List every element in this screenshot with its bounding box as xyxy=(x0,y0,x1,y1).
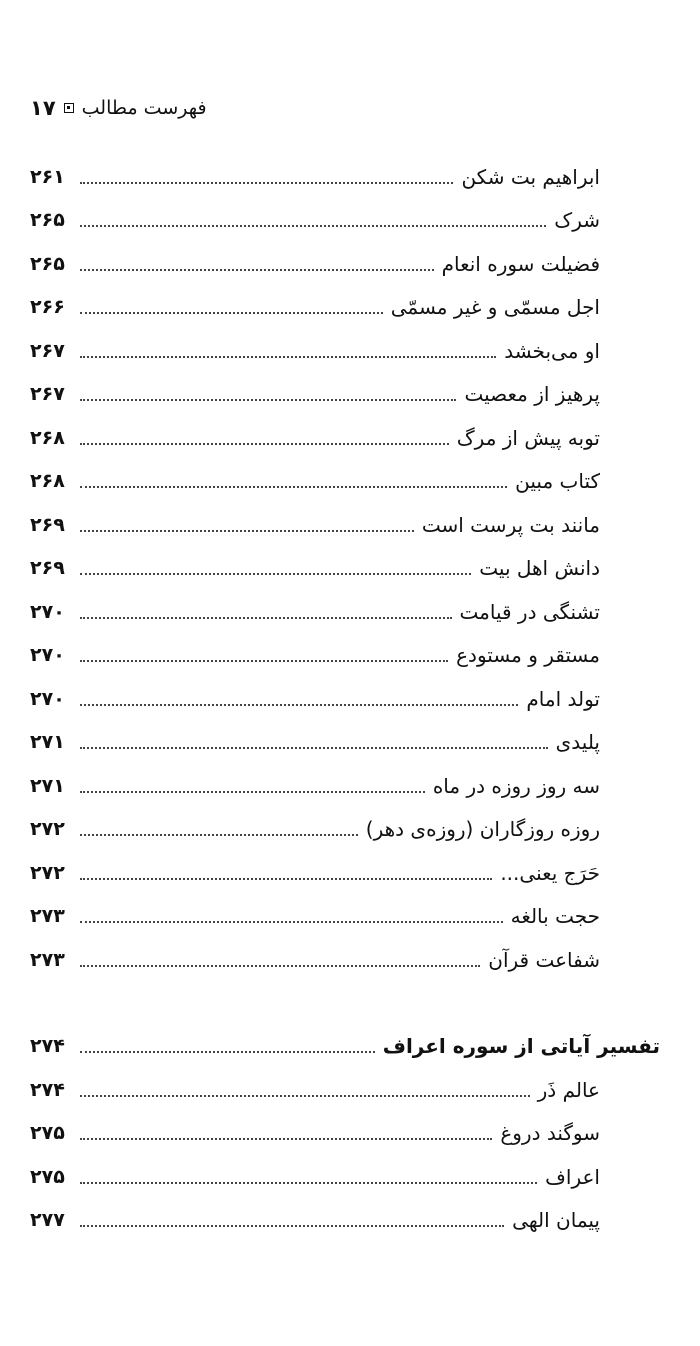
toc-entry-page: ۲۶۵ xyxy=(30,252,65,275)
toc-entry-page: ۲۶۵ xyxy=(30,209,65,232)
toc-entry-page: ۲۷۱ xyxy=(30,774,65,797)
toc-entry-page: ۲۷۷ xyxy=(30,1209,65,1232)
toc-entry[interactable] xyxy=(30,721,600,765)
toc-entry-title: مانند بت پرست است xyxy=(421,512,600,537)
toc-entry[interactable] xyxy=(30,590,600,634)
toc-entry[interactable] xyxy=(30,851,600,895)
dot-leader xyxy=(80,791,425,793)
toc-entry[interactable] xyxy=(30,938,600,982)
toc-entry-page: ۲۶۹ xyxy=(30,557,65,580)
dot-leader xyxy=(80,356,496,358)
toc-entry-title: عالم ذَر xyxy=(537,1077,600,1102)
toc-section-row[interactable] xyxy=(30,1025,660,1069)
dot-leader xyxy=(80,704,518,706)
toc-entry-title: توبه پیش از مرگ xyxy=(456,425,600,450)
dot-leader xyxy=(80,225,546,227)
square-bullet-icon xyxy=(64,103,74,113)
toc-entry-title: سوگند دروغ xyxy=(500,1121,600,1146)
toc-entry-title: شفاعت قرآن xyxy=(488,947,600,972)
toc-entry[interactable] xyxy=(30,329,600,373)
toc-entry-title: اعراف xyxy=(545,1164,600,1189)
dot-leader xyxy=(80,486,507,488)
dot-leader xyxy=(80,747,548,749)
toc-entry-title: تشنگی در قیامت xyxy=(459,599,600,624)
toc-entry-title: او می‌بخشد xyxy=(504,338,600,363)
toc-entry-title: ابراهیم بت شکن xyxy=(461,164,600,189)
toc-entry-page: ۲۷۳ xyxy=(30,905,65,928)
toc-entry[interactable] xyxy=(30,634,600,678)
dot-leader xyxy=(80,1225,504,1227)
dot-leader xyxy=(80,443,449,445)
dot-leader xyxy=(80,573,471,575)
toc-entry-title: پیمان الهی xyxy=(512,1208,600,1233)
toc-entry[interactable] xyxy=(30,155,600,199)
toc-entry[interactable] xyxy=(30,242,600,286)
dot-leader xyxy=(80,399,456,401)
toc-entry-page: ۲۷۴ xyxy=(30,1078,65,1101)
toc-entry-title: دانش اهل بیت xyxy=(479,556,600,581)
dot-leader xyxy=(80,965,480,967)
dot-leader xyxy=(80,1095,530,1097)
toc-entry-page: ۲۷۲ xyxy=(30,861,65,884)
toc-entry-title: تولد امام xyxy=(526,686,600,711)
toc-entry-title: مستقر و مستودع xyxy=(456,643,600,668)
page-number: ۱۷ xyxy=(30,96,56,120)
dot-leader xyxy=(80,530,414,532)
dot-leader xyxy=(80,269,434,271)
toc-entry-page: ۲۷۱ xyxy=(30,731,65,754)
toc-entry[interactable] xyxy=(30,1155,600,1199)
toc-entry-page: ۲۶۸ xyxy=(30,470,65,493)
toc-group-1 xyxy=(30,155,600,982)
toc-entry[interactable] xyxy=(30,677,600,721)
toc-entry-title: اجل مسمّی و غیر مسمّی xyxy=(390,295,600,320)
toc-entry[interactable] xyxy=(30,503,600,547)
toc-entry[interactable] xyxy=(30,1068,600,1112)
toc-section-title: تفسیر آیاتی از سوره اعراف xyxy=(382,1034,660,1059)
toc-entry-page: ۲۶۸ xyxy=(30,426,65,449)
table-of-contents xyxy=(30,155,660,1242)
toc-entry-page: ۲۶۷ xyxy=(30,339,65,362)
toc-section-page: ۲۷۴ xyxy=(30,1035,65,1058)
toc-entry[interactable] xyxy=(30,1112,600,1156)
toc-entry[interactable] xyxy=(30,1199,600,1243)
toc-entry[interactable] xyxy=(30,416,600,460)
toc-entry-page: ۲۶۱ xyxy=(30,165,65,188)
toc-entry-title: پرهیز از معصیت xyxy=(464,382,600,407)
toc-entry[interactable] xyxy=(30,895,600,939)
toc-entry-page: ۲۷۲ xyxy=(30,818,65,841)
toc-entry[interactable] xyxy=(30,286,600,330)
toc-entry-page: ۲۷۳ xyxy=(30,948,65,971)
toc-entry-page: ۲۷۵ xyxy=(30,1122,65,1145)
toc-entry[interactable] xyxy=(30,764,600,808)
toc-entry-title: فضیلت سوره انعام xyxy=(441,251,600,276)
toc-entry-page: ۲۷۵ xyxy=(30,1165,65,1188)
toc-entry-page: ۲۷۰ xyxy=(30,644,65,667)
dot-leader xyxy=(80,921,503,923)
running-head-title: فهرست مطالب xyxy=(81,97,207,119)
toc-entry[interactable] xyxy=(30,460,600,504)
toc-entry-title: شرک xyxy=(554,208,600,233)
toc-entry-title: روزه روزگاران (روزه‌ی دهر) xyxy=(365,817,600,842)
toc-entry[interactable] xyxy=(30,199,600,243)
toc-entry-page: ۲۷۰ xyxy=(30,687,65,710)
dot-leader xyxy=(80,312,383,314)
toc-entry[interactable] xyxy=(30,373,600,417)
toc-group-2 xyxy=(30,1068,600,1242)
toc-entry-title: پلیدی xyxy=(555,730,600,755)
toc-entry-page: ۲۶۷ xyxy=(30,383,65,406)
toc-entry-title: سه روز روزه در ماه xyxy=(432,773,600,798)
toc-entry[interactable] xyxy=(30,547,600,591)
toc-entry[interactable] xyxy=(30,808,600,852)
dot-leader xyxy=(80,1051,375,1053)
toc-entry-page: ۲۶۹ xyxy=(30,513,65,536)
toc-entry-page: ۲۷۰ xyxy=(30,600,65,623)
section-gap xyxy=(30,982,600,1025)
toc-entry-title: کتاب مبین xyxy=(515,469,600,494)
dot-leader xyxy=(80,878,492,880)
toc-entry-title: حَرَج یعنی... xyxy=(500,860,600,885)
dot-leader xyxy=(80,182,453,184)
dot-leader xyxy=(80,834,358,836)
dot-leader xyxy=(80,1138,492,1140)
dot-leader xyxy=(80,617,452,619)
dot-leader xyxy=(80,660,448,662)
toc-entry-page: ۲۶۶ xyxy=(30,296,65,319)
toc-entry-title: حجت بالغه xyxy=(510,904,600,929)
running-head xyxy=(30,92,330,124)
dot-leader xyxy=(80,1182,537,1184)
